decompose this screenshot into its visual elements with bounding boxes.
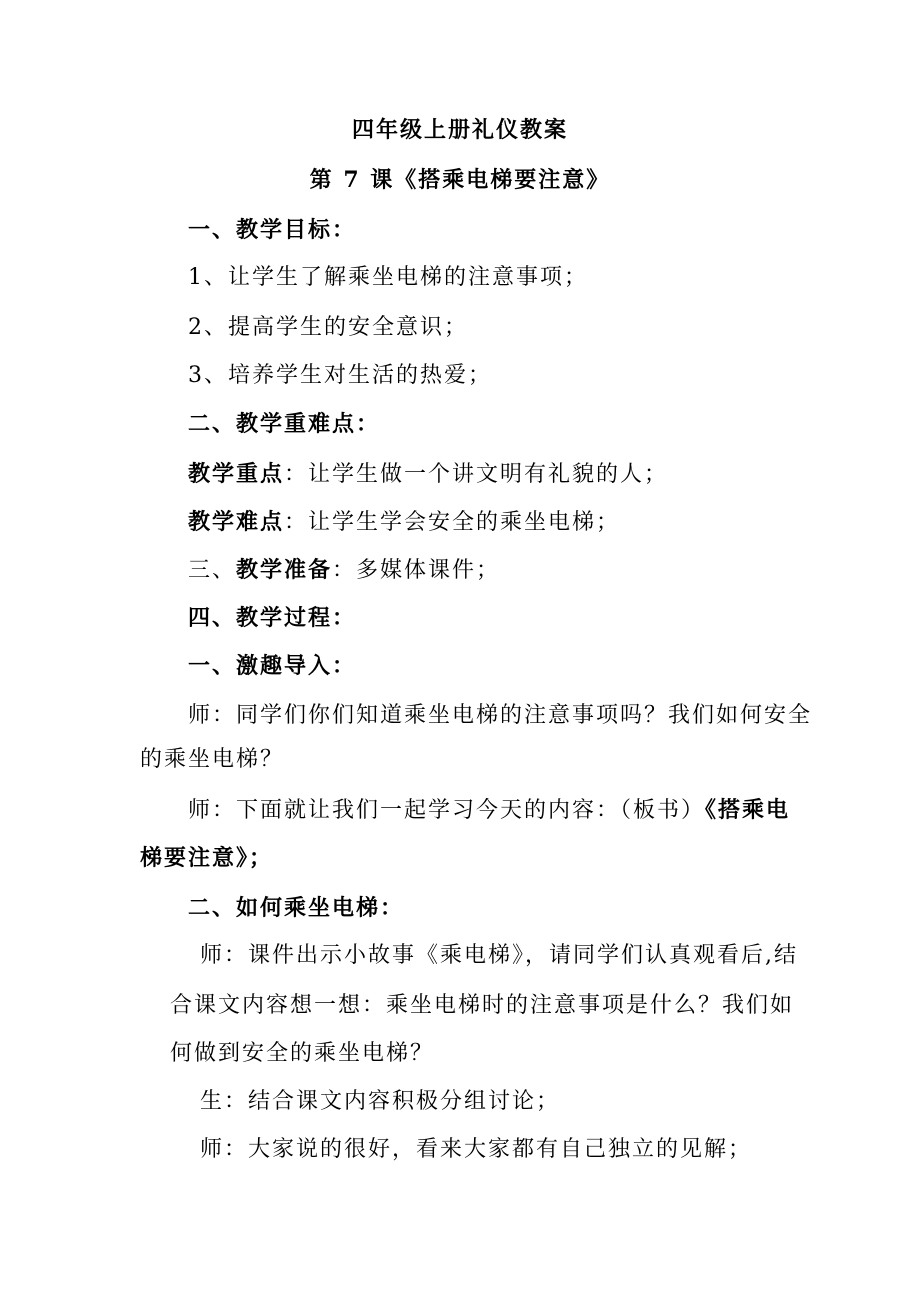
intro-paragraph-1-line-2: 的乘坐电梯？ xyxy=(140,747,285,772)
intro-paragraph-2-plain: 师：下面就让我们一起学习今天的内容：（板书） xyxy=(188,798,706,823)
process-heading: 四、教学过程： xyxy=(188,605,357,631)
intro-paragraph-2-line-2: 梯要注意》； xyxy=(140,845,274,871)
intro-paragraph-2-bold: 《搭乘电 xyxy=(705,797,791,823)
difficult-point-line xyxy=(188,507,620,538)
teacher-line: 师：大家说的很好，看来大家都有自己独立的见解； xyxy=(200,1137,753,1162)
intro-paragraph-1-line-1: 师：同学们你们知道乘坐电梯的注意事项吗？我们如何安全 xyxy=(188,703,813,728)
intro-paragraph-2-line-1 xyxy=(188,795,790,826)
goal-item-3: 3、培养学生对生活的热爱； xyxy=(188,363,492,388)
preparation-line xyxy=(188,555,500,586)
preparation-text: ：多媒体课件； xyxy=(332,558,501,583)
lesson-subtitle: 第 7 课《搭乘电梯要注意》 xyxy=(309,167,611,193)
how-paragraph-line-3: 何做到安全的乘坐电梯？ xyxy=(170,1041,435,1066)
difficult-point-text: ：让学生学会安全的乘坐电梯； xyxy=(284,510,621,535)
how-paragraph-line-2: 合课文内容想一想：乘坐电梯时的注意事项是什么？我们如 xyxy=(170,993,795,1018)
goal-item-1: 1、让学生了解乘坐电梯的注意事项； xyxy=(188,265,588,290)
preparation-label: 教学准备 xyxy=(236,557,333,583)
difficult-point-label: 教学难点 xyxy=(188,509,285,535)
how-heading: 二、如何乘坐电梯： xyxy=(188,895,405,921)
how-paragraph-line-1: 师：课件出示小故事《乘电梯》，请同学们认真观看后,结 xyxy=(200,943,798,968)
key-point-line xyxy=(188,459,668,490)
key-point-label: 教学重点 xyxy=(188,461,285,487)
goals-heading: 一、教学目标： xyxy=(188,217,357,243)
key-point-text: ：让学生做一个讲文明有礼貌的人； xyxy=(284,462,669,487)
student-line: 生：结合课文内容积极分组讨论； xyxy=(200,1089,561,1114)
preparation-prefix: 三、 xyxy=(188,558,237,583)
goal-item-2: 2、提高学生的安全意识； xyxy=(188,315,468,340)
key-difficult-heading: 二、教学重难点： xyxy=(188,411,381,437)
intro-heading: 一、激趣导入： xyxy=(188,653,357,679)
document-title: 四年级上册礼仪教案 xyxy=(351,117,568,143)
